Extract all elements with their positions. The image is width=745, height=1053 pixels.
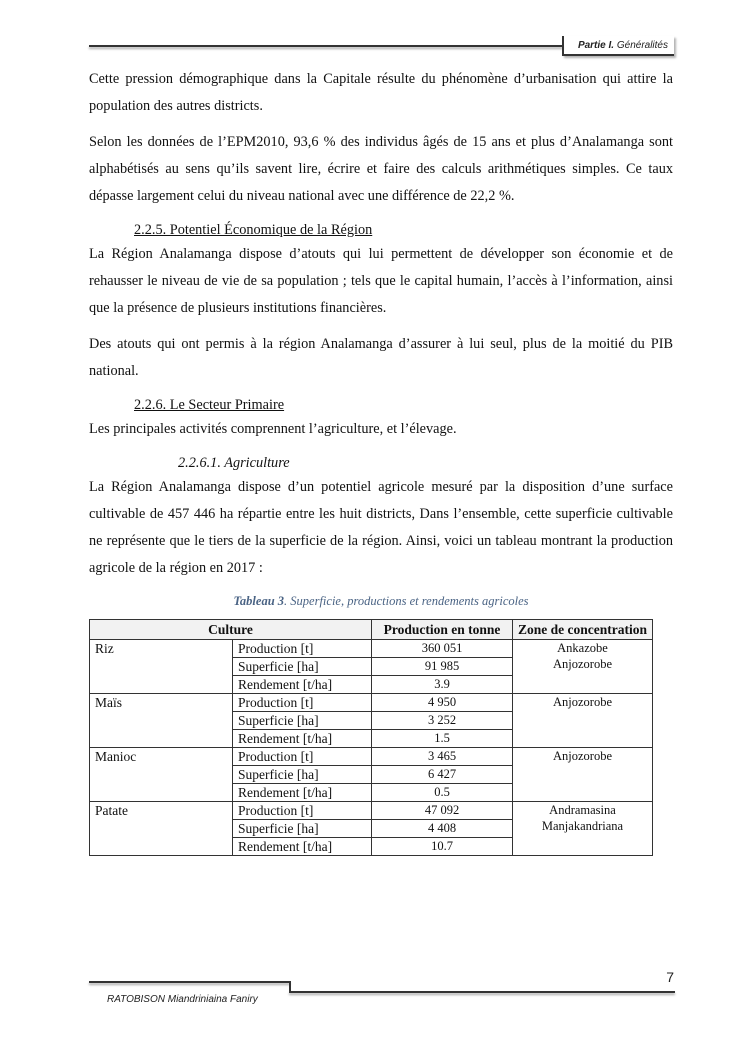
- cell-measure: Production [t]: [233, 640, 372, 658]
- cell-value: 91 985: [372, 658, 513, 676]
- cell-measure: Production [t]: [233, 748, 372, 766]
- cell-zone: [513, 694, 653, 748]
- footer-rule-right: [289, 991, 675, 993]
- header-culture: Culture: [90, 620, 372, 640]
- table-body: [90, 640, 653, 856]
- footer-rule-left: [89, 981, 290, 983]
- table-row: [90, 802, 653, 820]
- table-row: [90, 748, 653, 766]
- footer-author: RATOBISON Miandriniaina Faniry: [107, 994, 258, 1005]
- cell-value: 3 465: [372, 748, 513, 766]
- heading-2-2-6-1: 2.2.6.1. Agriculture: [178, 455, 290, 471]
- cell-culture: Patate: [90, 802, 233, 856]
- zone-line: Anjozorobe: [552, 657, 612, 671]
- paragraph-6: La Région Analamanga dispose d’un potentiel agricole mesuré par la disposition d’une surface cultivable de 457 446 ha répartie entre les huit districts, Dans l’ensemble, cette superficie cultivable ne représente que le tiers de la superficie de la région. Ainsi, voici un tableau montrant la production agricole de la région en 2017 :: [89, 479, 673, 576]
- cell-value: 4 950: [372, 694, 513, 712]
- cell-measure: Superficie [ha]: [233, 766, 372, 784]
- table-caption: [89, 593, 673, 609]
- cell-value: 3.9: [372, 676, 513, 694]
- header-zone: Zone de concentration: [513, 620, 653, 640]
- header-part: Partie I.: [577, 40, 615, 51]
- running-header: [562, 36, 674, 56]
- paragraph-1: Cette pression démographique dans la Capitale résulte du phénomène d’urbanisation qui attire la population des autres districts.: [89, 71, 673, 114]
- zone-line: Ankazobe: [557, 641, 608, 655]
- cell-zone: [513, 802, 653, 856]
- cell-value: 1.5: [372, 730, 513, 748]
- zone-line: Anjozorobe: [552, 749, 612, 763]
- cell-measure: Rendement [t/ha]: [233, 784, 372, 802]
- cell-measure: Superficie [ha]: [233, 820, 372, 838]
- table-caption-label: Tableau 3: [233, 594, 285, 608]
- heading-2-2-5: 2.2.5. Potentiel Économique de la Région: [134, 222, 373, 238]
- cell-measure: Rendement [t/ha]: [233, 838, 372, 856]
- heading-2-2-6: 2.2.6. Le Secteur Primaire: [134, 397, 285, 413]
- cell-measure: Superficie [ha]: [233, 658, 372, 676]
- cell-measure: Production [t]: [233, 694, 372, 712]
- header-rule: [89, 45, 563, 47]
- cell-value: 3 252: [372, 712, 513, 730]
- cell-value: 4 408: [372, 820, 513, 838]
- paragraph-2: Selon les données de l’EPM2010, 93,6 % des individus âgés de 15 ans et plus d’Analamanga sont alphabétisés au sens qu’ils savent lire, écrire et faire des calculs arithmétiques simples. Ce taux dépasse largement celui du niveau national avec une différence de 22,2 %.: [89, 134, 673, 204]
- page-content: [89, 66, 673, 856]
- cell-culture: Riz: [90, 640, 233, 694]
- cell-measure: Rendement [t/ha]: [233, 730, 372, 748]
- cell-value: 6 427: [372, 766, 513, 784]
- cell-culture: Maïs: [90, 694, 233, 748]
- cell-measure: Rendement [t/ha]: [233, 676, 372, 694]
- cell-measure: Production [t]: [233, 802, 372, 820]
- agriculture-table: [89, 619, 653, 856]
- table-caption-text: . Superficie, productions et rendements agricoles: [284, 594, 529, 608]
- cell-culture: Manioc: [90, 748, 233, 802]
- cell-measure: Superficie [ha]: [233, 712, 372, 730]
- cell-value: 360 051: [372, 640, 513, 658]
- cell-value: 10.7: [372, 838, 513, 856]
- page-number: 7: [666, 969, 674, 985]
- header-production: Production en tonne: [372, 620, 513, 640]
- cell-zone: [513, 640, 653, 694]
- paragraph-3: La Région Analamanga dispose d’atouts qui lui permettent de développer son économie et de rehausser le niveau de vie de sa population ; tels que le capital humain, l’accès à l’information, ainsi que la présence de plusieurs institutions financières.: [89, 246, 673, 316]
- paragraph-4: Des atouts qui ont permis à la région Analamanga d’assurer à lui seul, plus de la moitié du PIB national.: [89, 336, 673, 379]
- table-header-row: [90, 620, 653, 640]
- table-row: [90, 694, 653, 712]
- zone-line: Andramasina: [549, 803, 616, 817]
- paragraph-5: Les principales activités comprennent l’agriculture, et l’élevage.: [89, 421, 457, 437]
- zone-line: Manjakandriana: [541, 819, 624, 833]
- table-row: [90, 640, 653, 658]
- header-section: Généralités: [616, 40, 668, 51]
- cell-value: 0.5: [372, 784, 513, 802]
- cell-zone: [513, 748, 653, 802]
- cell-value: 47 092: [372, 802, 513, 820]
- zone-line: Anjozorobe: [552, 695, 612, 709]
